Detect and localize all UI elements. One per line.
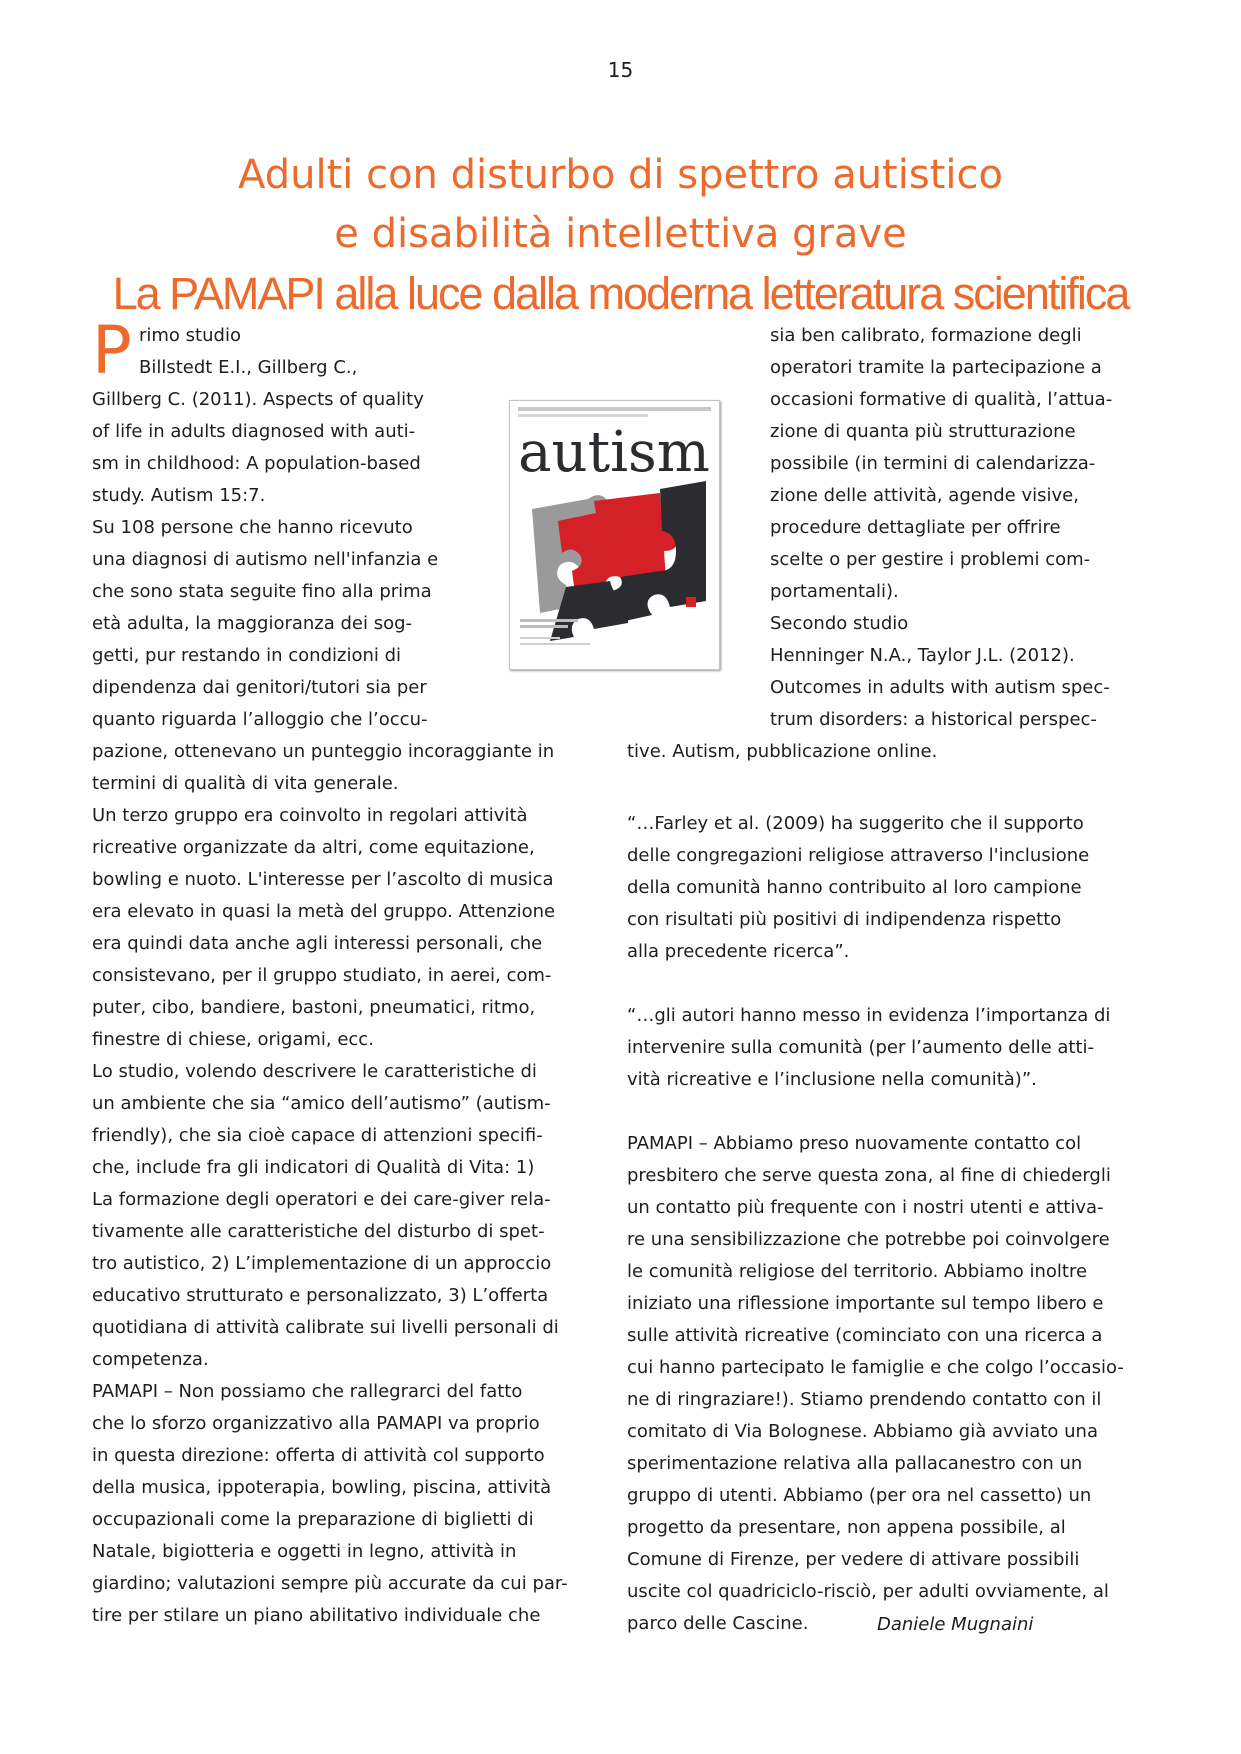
text-line: possibile (in termini di calendarizza- xyxy=(770,453,1096,474)
page-number: 15 xyxy=(607,58,634,82)
text-line: uscite col quadriciclo-risciò, per adulti ovviamente, al xyxy=(627,1581,1109,1602)
text-line: un contatto più frequente con i nostri utenti e attiva- xyxy=(627,1197,1104,1218)
text-line: pazione, ottenevano un punteggio incoraggiante in xyxy=(92,741,555,762)
journal-cover-image xyxy=(509,400,720,670)
text-line: era quindi data anche agli interessi personali, che xyxy=(92,933,543,954)
text-line: tro autistico, 2) L’implementazione di un approccio xyxy=(92,1253,552,1274)
text-line: parco delle Cascine. xyxy=(627,1613,809,1634)
text-line: rimo studio xyxy=(139,325,241,346)
text-line: Secondo studio xyxy=(770,613,909,634)
text-line: termini di qualità di vita generale. xyxy=(92,773,399,794)
text-line: Outcomes in adults with autism spec- xyxy=(770,677,1110,698)
text-line: Billstedt E.I., Gillberg C., xyxy=(139,357,358,378)
text-line: Gillberg C. (2011). Aspects of quality xyxy=(92,389,424,410)
text-line: delle congregazioni religiose attraverso l'inclusione xyxy=(627,845,1090,866)
text-line: sm in childhood: A population-based xyxy=(92,453,421,474)
text-line: Comune di Firenze, per vedere di attivare possibili xyxy=(627,1549,1080,1570)
text-line: in questa direzione: offerta di attività col supporto xyxy=(92,1445,545,1466)
text-line: zione delle attività, agende visive, xyxy=(770,485,1079,506)
text-line: alla precedente ricerca”. xyxy=(627,941,850,962)
text-line: giardino; valutazioni sempre più accurate da cui par- xyxy=(92,1573,568,1594)
text-line: quotidiana di attività calibrate sui livelli personali di xyxy=(92,1317,559,1338)
text-line: iniziato una riflessione importante sul tempo libero e xyxy=(627,1293,1104,1314)
text-line: ricreative organizzate da altri, come equitazione, xyxy=(92,837,535,858)
text-line: intervenire sulla comunità (per l’aumento delle atti- xyxy=(627,1037,1095,1058)
text-line: che sono stata seguite fino alla prima xyxy=(92,581,432,602)
text-line: zione di quanta più strutturazione xyxy=(770,421,1076,442)
text-line: “…gli autori hanno messo in evidenza l’importanza di xyxy=(627,1005,1111,1026)
text-line: comitato di Via Bolognese. Abbiamo già avviato una xyxy=(627,1421,1098,1442)
text-line: era elevato in quasi la metà del gruppo. Attenzione xyxy=(92,901,556,922)
text-line: “…Farley et al. (2009) ha suggerito che il supporto xyxy=(627,813,1084,834)
text-line: trum disorders: a historical perspec- xyxy=(770,709,1097,730)
text-line: consistevano, per il gruppo studiato, in aerei, com- xyxy=(92,965,552,986)
text-line: della comunità hanno contribuito al loro campione xyxy=(627,877,1082,898)
text-line: sia ben calibrato, formazione degli xyxy=(770,325,1082,346)
text-line: Lo studio, volendo descrivere le caratteristiche di xyxy=(92,1061,537,1082)
text-line: occupazionali come la preparazione di biglietti di xyxy=(92,1509,534,1530)
text-line: una diagnosi di autismo nell'infanzia e xyxy=(92,549,439,570)
text-line: of life in adults diagnosed with auti- xyxy=(92,421,416,442)
text-line: gruppo di utenti. Abbiamo (per ora nel cassetto) un xyxy=(627,1485,1092,1506)
text-line: competenza. xyxy=(92,1349,209,1370)
text-line: operatori tramite la partecipazione a xyxy=(770,357,1102,378)
text-line: tivamente alle caratteristiche del disturbo di spet- xyxy=(92,1221,545,1242)
text-line: che, include fra gli indicatori di Qualità di Vita: 1) xyxy=(92,1157,535,1178)
text-line: PAMAPI – Non possiamo che rallegrarci del fatto xyxy=(92,1381,523,1402)
text-line: occasioni formative di qualità, l’attua- xyxy=(770,389,1113,410)
text-line: friendly), che sia cioè capace di attenzioni specifi- xyxy=(92,1125,543,1146)
text-line: le comunità religiose del territorio. Abbiamo inoltre xyxy=(627,1261,1088,1282)
text-line: study. Autism 15:7. xyxy=(92,485,266,506)
text-line: progetto da presentare, non appena possibile, al xyxy=(627,1517,1066,1538)
text-line: tive. Autism, pubblicazione online. xyxy=(627,741,938,762)
journal-cover-title: autism xyxy=(518,420,710,485)
author-signature: Daniele Mugnaini xyxy=(877,1614,1034,1635)
text-line: Su 108 persone che hanno ricevuto xyxy=(92,517,413,538)
article-subtitle: La PAMAPI alla luce dalla moderna letteratura scientifica xyxy=(112,268,1129,319)
text-line: vità ricreative e l’inclusione nella comunità)”. xyxy=(627,1069,1037,1090)
text-line: con risultati più positivi di indipendenza rispetto xyxy=(627,909,1062,930)
text-line: sulle attività ricreative (cominciato con una ricerca a xyxy=(627,1325,1103,1346)
text-line: puter, cibo, bandiere, bastoni, pneumatici, ritmo, xyxy=(92,997,536,1018)
text-line: portamentali). xyxy=(770,581,899,602)
text-line: PAMAPI – Abbiamo preso nuovamente contatto col xyxy=(627,1133,1082,1154)
text-line: educativo strutturato e personalizzato, 3) L’offerta xyxy=(92,1285,549,1306)
text-line: re una sensibilizzazione che potrebbe poi coinvolgere xyxy=(627,1229,1110,1250)
drop-cap: P xyxy=(92,312,132,389)
text-line: bowling e nuoto. L'interesse per l’ascolto di musica xyxy=(92,869,554,890)
article-title-line-2: e disabilità intellettiva grave xyxy=(334,211,907,257)
text-line: finestre di chiese, origami, ecc. xyxy=(92,1029,374,1050)
text-line: ne di ringraziare!). Stiamo prendendo contatto con il xyxy=(627,1389,1102,1410)
text-line: getti, pur restando in condizioni di xyxy=(92,645,402,666)
text-line: un ambiente che sia “amico dell’autismo” (autism- xyxy=(92,1093,551,1114)
text-line: che lo sforzo organizzativo alla PAMAPI va proprio xyxy=(92,1413,540,1434)
text-line: della musica, ippoterapia, bowling, piscina, attività xyxy=(92,1477,552,1498)
text-line: tire per stilare un piano abilitativo individuale che xyxy=(92,1605,541,1626)
text-line: quanto riguarda l’alloggio che l’occu- xyxy=(92,709,428,730)
text-line: Henninger N.A., Taylor J.L. (2012). xyxy=(770,645,1075,666)
text-line: presbitero che serve questa zona, al fine di chiedergli xyxy=(627,1165,1111,1186)
article-title-line-1: Adulti con disturbo di spettro autistico xyxy=(238,152,1003,198)
text-line: cui hanno partecipato le famiglie e che colgo l’occasio- xyxy=(627,1357,1124,1378)
text-line: procedure dettagliate per offrire xyxy=(770,517,1061,538)
text-line: Un terzo gruppo era coinvolto in regolari attività xyxy=(92,805,528,826)
text-line: Natale, bigiotteria e oggetti in legno, attività in xyxy=(92,1541,517,1562)
text-line: età adulta, la maggioranza dei sog- xyxy=(92,613,413,634)
text-line: sperimentazione relativa alla pallacanestro con un xyxy=(627,1453,1083,1474)
text-line: La formazione degli operatori e dei care-giver rela- xyxy=(92,1189,551,1210)
text-line: dipendenza dai genitori/tutori sia per xyxy=(92,677,427,698)
text-line: scelte o per gestire i problemi com- xyxy=(770,549,1091,570)
